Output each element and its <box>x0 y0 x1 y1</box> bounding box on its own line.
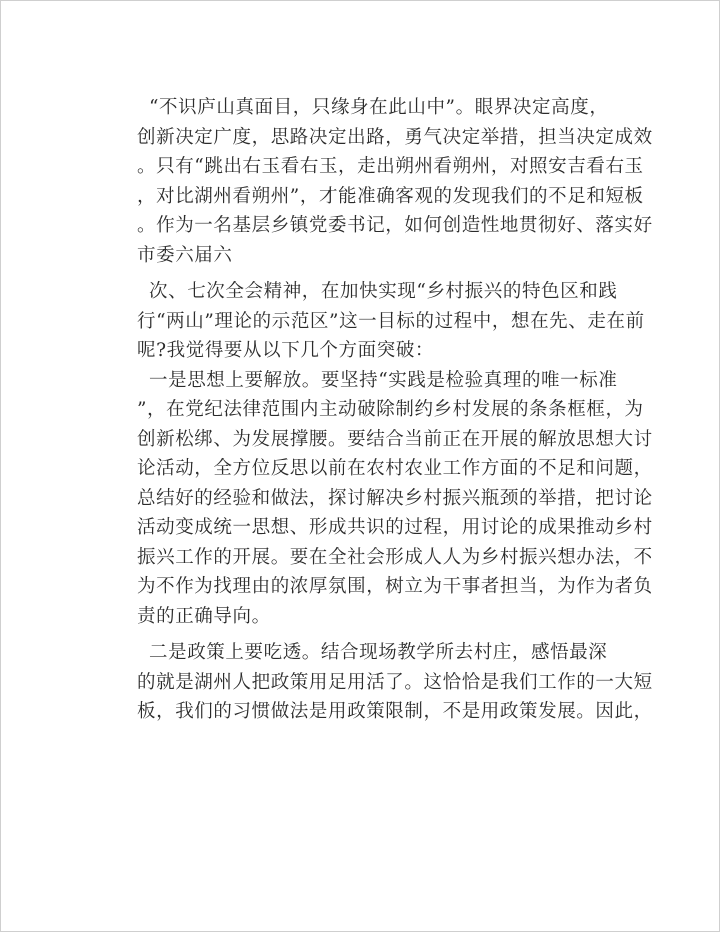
text-line: 板，我们的习惯做法是用政策限制，不是用政策发展。因此， <box>137 701 653 722</box>
text-line: 行“两山”理论的示范区”这一目标的过程中，想在先、走在前 <box>137 310 645 332</box>
text-line: 。只有“跳出右玉看右玉，走出朔州看朔州，对照安吉看右玉 <box>137 156 644 177</box>
text-line: 为不作为找理由的浓厚氛围，树立为干事者担当，为作为者负 <box>137 576 653 597</box>
text-line: 创新松绑、为发展撑腰。要结合当前正在开展的解放思想大讨 <box>137 428 653 450</box>
text-line: 市委六届六 <box>137 244 233 266</box>
text-line: 活动变成统一思想、形成共识的过程，用讨论的成果推动乡村 <box>137 517 653 538</box>
text-line: 论活动，全方位反思以前在农村农业工作方面的不足和问题， <box>137 458 653 479</box>
text-line: 的就是湖州人把政策用足用活了。这恰恰是我们工作的一大短 <box>137 671 653 693</box>
document-body <box>137 93 653 727</box>
text-line: 。作为一名基层乡镇党委书记，如何创造性地贯彻好、落实好 <box>137 215 653 236</box>
text-line: 二是政策上要吃透。结合现场教学所去村庄，感悟最深 <box>149 642 608 663</box>
text-line: 一是思想上要解放。要坚持“实践是检验真理的唯一标准 <box>149 369 618 391</box>
text-line: 责的正确导向。 <box>137 605 271 627</box>
text-line: 振兴工作的开展。要在全社会形成人人为乡村振兴想办法，不 <box>137 546 653 568</box>
text-line: 呢?我觉得要从以下几个方面突破： <box>137 340 435 361</box>
text-line: 创新决定广度，思路决定出路，勇气决定举措，担当决定成效 <box>137 126 653 148</box>
text-line: ”，在党纪法律范围内主动破除制约乡村发展的条条框框，为 <box>137 399 644 420</box>
text-line: 次、七次全会精神，在加快实现“乡村振兴的特色区和践 <box>149 281 618 302</box>
text-line: ，对比湖州看朔州”，才能准确客观的发现我们的不足和短板 <box>137 185 644 207</box>
text-line: “不识庐山真面目，只缘身在此山中”。眼界决定高度， <box>149 97 609 118</box>
text-line: 总结好的经验和做法，探讨解决乡村振兴瓶颈的举措，把讨论 <box>137 487 653 509</box>
